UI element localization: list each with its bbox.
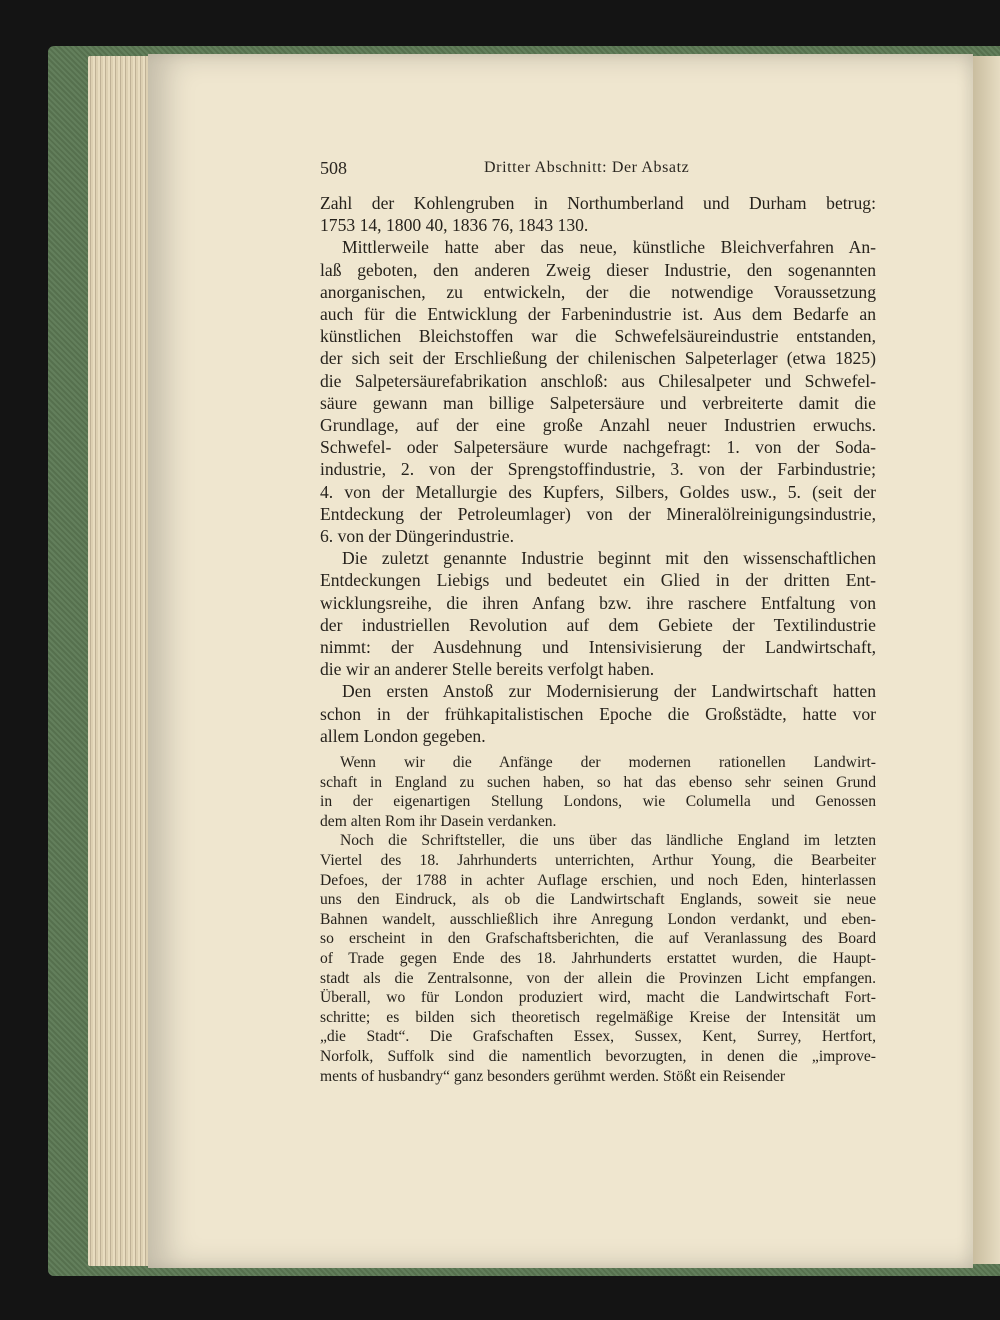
text-line: ments of husbandry“ ganz besonders gerühmt werden. Stößt ein Reisender bbox=[320, 1067, 786, 1085]
text-line: Die zuletzt genannte Industrie beginnt mit den wissenschaftlichen bbox=[342, 548, 876, 569]
text-line: der industriellen Revolution auf dem Gebiete der Textilindustrie bbox=[320, 614, 876, 635]
facing-page-edge bbox=[973, 56, 1000, 1264]
text-line: of Trade gegen Ende des 18. Jahrhunderts erstattet wurden, die Haupt- bbox=[320, 950, 876, 968]
text-line: Überall, wo für London produziert wird, macht die Landwirtschaft Fort- bbox=[320, 989, 876, 1007]
text-line: 4. von der Metallurgie des Kupfers, Silbers, Goldes usw., 5. (seit der bbox=[320, 481, 876, 502]
text-line: der sich seit der Erschließung der chilenischen Salpeterlager (etwa 1825) bbox=[320, 348, 876, 369]
text-line: 1753 14, 1800 40, 1836 76, 1843 130. bbox=[320, 215, 589, 236]
text-line: schon in der frühkapitalistischen Epoche die Großstädte, hatte vor bbox=[320, 703, 876, 724]
text-line: nimmt: der Ausdehnung und Intensivisierung der Landwirtschaft, bbox=[320, 637, 876, 658]
text-line: Bahnen wandelt, ausschließlich ihre Anregung London verdankt, und eben- bbox=[320, 910, 876, 928]
text-line: uns den Eindruck, als ob die Landwirtschaft Englands, soweit sie neue bbox=[320, 891, 876, 909]
paragraph bbox=[320, 547, 876, 680]
text-line: die Salpetersäurefabrikation anschloß: aus Chilesalpeter und Schwefel- bbox=[320, 370, 876, 391]
page-number: 508 bbox=[320, 158, 347, 178]
text-line: stadt als die Zentralsonne, von der allein die Provinzen Licht empfangen. bbox=[320, 969, 876, 987]
text-line: Wenn wir die Anfänge der modernen rationellen Landwirt- bbox=[340, 754, 876, 772]
paragraph bbox=[320, 236, 876, 547]
text-line: säure gewann man billige Salpetersäure und verbreiterte damit die bbox=[320, 392, 876, 413]
text-line: „die Stadt“. Die Grafschaften Essex, Sussex, Kent, Surrey, Hertfort, bbox=[320, 1028, 876, 1046]
text-line: so erscheint in den Grafschaftsberichten, die auf Veranlassung des Board bbox=[320, 930, 876, 948]
text-line: Entdeckungen Liebigs und bedeutet ein Glied in der dritten Ent- bbox=[320, 570, 876, 591]
text-line: Noch die Schriftsteller, die uns über das ländliche England im letzten bbox=[340, 832, 876, 850]
text-line: Norfolk, Suffolk sind die namentlich bevorzugten, in denen die „improve- bbox=[320, 1047, 876, 1065]
text-line: Viertel des 18. Jahrhunderts unterrichten, Arthur Young, die Bearbeiter bbox=[320, 852, 876, 870]
text-line: Mittlerweile hatte aber das neue, künstliche Bleichverfahren An- bbox=[342, 237, 876, 258]
text-line: in der eigenartigen Stellung Londons, wie Columella und Genossen bbox=[320, 793, 876, 811]
text-line: auch für die Entwicklung der Farbenindustrie ist. Aus dem Bedarfe an bbox=[320, 304, 876, 325]
text-line: Grundlage, auf der eine große Anzahl neuer Industrien erwuchs. bbox=[320, 415, 876, 436]
body-text bbox=[320, 192, 876, 1086]
text-line: 6. von der Düngerindustrie. bbox=[320, 526, 514, 547]
text-line: Defoes, der 1788 in achter Auflage erschien, und noch Eden, hinterlassen bbox=[320, 871, 876, 889]
text-line: schritte; es bilden sich theoretisch regelmäßige Kreise der Intensität um bbox=[320, 1008, 876, 1026]
text-line: wicklungsreihe, die ihren Anfang bzw. ihre raschere Entfaltung von bbox=[320, 592, 876, 613]
text-line: industrie, 2. von der Sprengstoffindustrie, 3. von der Farbindustrie; bbox=[320, 459, 876, 480]
paragraph bbox=[320, 680, 876, 747]
text-line: allem London gegeben. bbox=[320, 725, 486, 746]
text-line: künstlichen Bleichstoffen war die Schwefelsäureindustrie entstanden, bbox=[320, 326, 876, 347]
text-line: Schwefel- oder Salpetersäure wurde nachgefragt: 1. von der Soda- bbox=[320, 437, 876, 458]
text-line: laß geboten, den anderen Zweig dieser Industrie, den sogenannten bbox=[320, 259, 876, 280]
paragraph bbox=[320, 831, 876, 1086]
text-line: die wir an anderer Stelle bereits verfolgt haben. bbox=[320, 659, 655, 680]
text-line: anorganischen, zu entwickeln, der die notwendige Voraussetzung bbox=[320, 281, 876, 302]
paragraph bbox=[320, 192, 876, 236]
text-line: Entdeckung der Petroleumlager) von der Mineralölreinigungsindustrie, bbox=[320, 503, 876, 524]
text-line: Den ersten Anstoß zur Modernisierung der Landwirtschaft hatten bbox=[342, 681, 876, 702]
text-line: Zahl der Kohlengruben in Northumberland und Durham betrug: bbox=[320, 193, 876, 213]
running-head: Dritter Abschnitt: Der Absatz bbox=[484, 159, 690, 176]
text-line: dem alten Rom ihr Dasein verdanken. bbox=[320, 812, 557, 830]
paragraph bbox=[320, 753, 876, 831]
text-line: schaft in England zu suchen haben, so hat das ebenso sehr seinen Grund bbox=[320, 773, 876, 791]
page-header bbox=[320, 158, 876, 184]
